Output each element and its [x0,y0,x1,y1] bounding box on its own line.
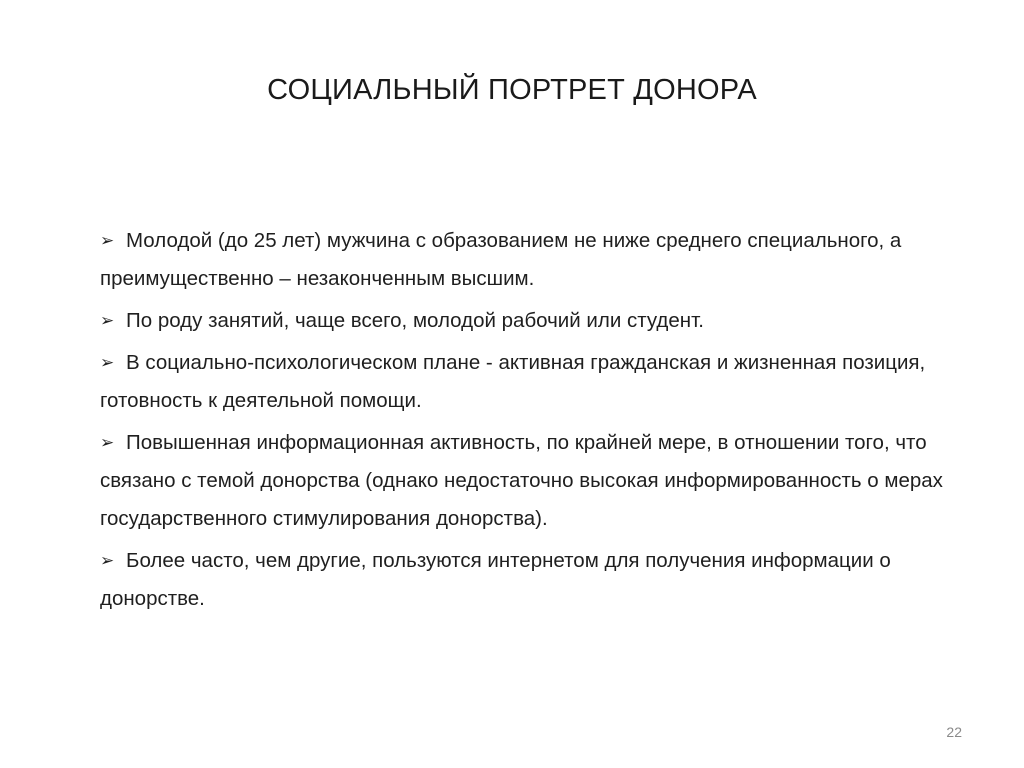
bullet-text: Молодой (до 25 лет) мужчина с образованием не ниже среднего специального, а преимущественно – незаконченным высшим. [100,229,902,290]
bullet-text: Более часто, чем другие, пользуются интернетом для получения информации о донорстве. [100,549,891,610]
bullet-item [100,222,960,298]
bullet-text: В социально-психологическом плане - активная гражданская и жизненная позиция, готовность к деятельной помощи. [100,351,926,412]
bullet-item [100,542,960,618]
arrow-bullet-icon: ➢ [100,231,115,250]
arrow-bullet-icon: ➢ [100,551,115,570]
bullet-text: По роду занятий, чаще всего, молодой рабочий или студент. [126,309,704,332]
bullet-item [100,302,960,340]
arrow-bullet-icon: ➢ [100,433,115,452]
bullet-text: Повышенная информационная активность, по крайней мере, в отношении того, что связано с темой донорства (однако недостаточно высокая информированность о мерах государственного стимулирования донорства). [100,431,943,530]
bullet-item [100,424,960,538]
slide-title: СОЦИАЛЬНЫЙ ПОРТРЕТ ДОНОРА [267,74,757,106]
page-number: 22 [946,724,962,740]
bullet-list [100,222,960,622]
bullet-item [100,344,960,420]
arrow-bullet-icon: ➢ [100,353,115,372]
arrow-bullet-icon: ➢ [100,311,115,330]
